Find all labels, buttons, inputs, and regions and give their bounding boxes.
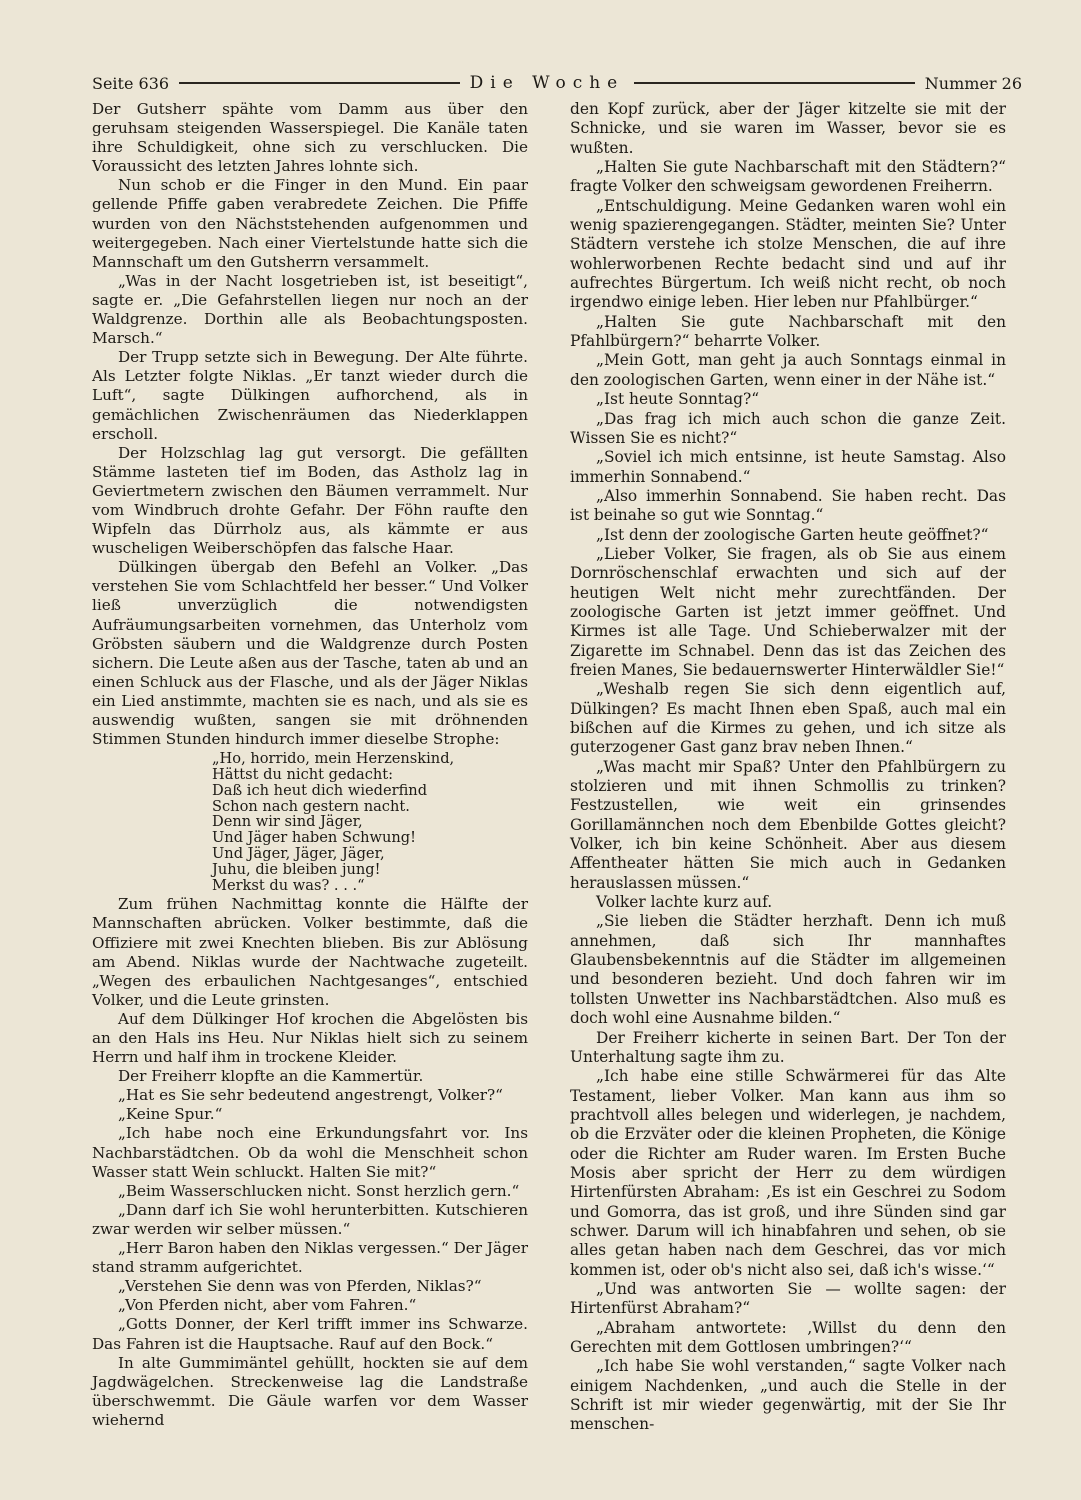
- paragraph: „Was in der Nacht losgetrieben ist, ist beseitigt“, sagte er. „Die Gefahrstellen liegen nur noch an der Waldgrenze. Dorthin alle als Beobachtungsposten. Marsch.“: [92, 271, 528, 348]
- paragraph: In alte Gummimäntel gehüllt, hockten sie auf dem Jagdwägelchen. Streckenweise lag die Landstraße überschwemmt. Die Gäule warfen vor dem Wasser wiehernd: [92, 1353, 528, 1429]
- paragraph: Der Gutsherr spähte vom Damm aus über den geruhsam steigenden Wasserspiegel. Die Kanäle taten ihre Schuldigkeit, ohne sich zu verschlucken. Die Voraussicht des letzten Jahres lohnte sich.: [92, 100, 528, 176]
- paragraph: „Soviel ich mich entsinne, ist heute Samstag. Also immerhin Sonnabend.“: [570, 448, 1006, 486]
- paragraph: „Ich habe Sie wohl verstanden,“ sagte Volker nach einigem Nachdenken, „und auch die Stelle in der Schrift ist mir wieder gegenwärtig, mit der Sie Ihr menschen-: [570, 1357, 1006, 1434]
- verse-line: Juhu, die bleiben jung!: [212, 860, 381, 878]
- paragraph: „Hat es Sie sehr bedeutend angestrengt, Volker?“: [118, 1086, 503, 1105]
- paragraph: Der Trupp setzte sich in Bewegung. Der Alte führte. Als Letzter folgte Niklas. „Er tanzt wieder durch die Luft“, sagte Dülkingen aufhorchend, als in gemächlichen Zwischenräumen das Niederklappen erscholl.: [92, 348, 528, 443]
- paragraph: „Von Pferden nicht, aber vom Fahren.“: [118, 1296, 417, 1315]
- paragraph: „Entschuldigung. Meine Gedanken waren wohl ein wenig spazierengegangen. Städter, meinten Sie? Unter Städtern verstehe ich stolze Menschen, die auf ihre wohlerworbenen Rechte bedacht sind und auf ihr aufrechtes Bürgertum. Ich weiß nicht recht, ob noch irgendwo einige leben. Hier leben nur Pfahlbürger.“: [570, 196, 1006, 312]
- song-verse: [212, 751, 528, 893]
- paragraph: Der Freiherr kicherte in seinen Bart. Der Ton der Unterhaltung sagte ihm zu.: [570, 1028, 1006, 1066]
- paragraph: Volker lachte kurz auf.: [596, 893, 773, 912]
- paragraph: „Ich habe noch eine Erkundungsfahrt vor. Ins Nachbarstädtchen. Ob da wohl die Menschheit schon Wasser statt Wein schluckt. Halten Sie mit?“: [92, 1124, 528, 1181]
- paragraph: „Ist denn der zoologische Garten heute geöffnet?“: [596, 525, 989, 544]
- paragraph: „Ich habe eine stille Schwärmerei für das Alte Testament, lieber Volker. Man kann aus ihm so prachtvoll alles belegen und widerlegen, je nachdem, ob die Erzväter oder die kleinen Propheten, die Könige oder die Richter am Ruder waren. Im Ersten Buche Mosis aber spricht der Herr zu dem würdigen Hirtenfürsten Abraham: ‚Es ist ein Geschrei zu Sodom und Gomorra, das ist groß, und ihre Sünden sind gar schwer. Darum will ich hinabfahren und sehen, ob sie alles getan haben nach dem Geschrei, das vor mich kommen ist, oder ob's nicht also sei, daß ich's wisse.‘“: [570, 1067, 1006, 1279]
- paragraph: „Ist heute Sonntag?“: [596, 390, 760, 409]
- issue-number: Nummer 26: [924, 73, 1023, 93]
- paragraph: „Weshalb regen Sie sich denn eigentlich auf, Dülkingen? Es macht Ihnen eben Spaß, auch mal ein bißchen auf die Kirmes zu gehen, und ich sitze als guterzogener Gast ganz brav neben Ihnen.“: [570, 680, 1006, 757]
- verse-line: „Ho, horrido, mein Herzenskind,: [212, 750, 455, 768]
- paragraph: „Dann darf ich Sie wohl herunterbitten. Kutschieren zwar werden wir selber müssen.“: [92, 1200, 528, 1238]
- paragraph: „Und was antworten Sie — wollte sagen: der Hirtenfürst Abraham?“: [570, 1279, 1006, 1318]
- right-column: [570, 100, 1006, 1435]
- publication-title: Die Woche: [469, 73, 625, 93]
- paragraph: „Beim Wasserschlucken nicht. Sonst herzlich gern.“: [118, 1181, 520, 1200]
- paragraph: „Also immerhin Sonnabend. Sie haben recht. Das ist beinahe so gut wie Sonntag.“: [570, 486, 1006, 525]
- verse-line: Denn wir sind Jäger,: [212, 813, 363, 831]
- paragraph: „Keine Spur.“: [118, 1105, 223, 1124]
- verse-line: Daß ich heut dich wiederfind: [212, 781, 428, 799]
- paragraph: „Mein Gott, man geht ja auch Sonntags einmal in den zoologischen Garten, wenn einer in der Nähe ist.“: [570, 351, 1006, 389]
- paragraph: „Lieber Volker, Sie fragen, als ob Sie aus einem Dornröschenschlaf erwachten und sich auf der heutigen Welt nicht mehr zurechtfänden. Der zoologische Garten ist jetzt immer geöffnet. Und Kirmes ist alle Tage. Und Schieberwalzer mit der Zigarette im Schnabel. Denn das ist das Zeichen des freien Manes, Sie bedauernswerter Hinterwäldler Sie!“: [570, 544, 1006, 679]
- verse-line: Hättst du nicht gedacht:: [212, 765, 394, 783]
- paragraph: Nun schob er die Finger in den Mund. Ein paar gellende Pfiffe gaben verabredete Zeichen. Die Pfiffe wurden von den Nächststehenden aufgenommen und weitergegeben. Nach einer Viertelstunde hatte sich die Mannschaft um den Gutsherrn versammelt.: [92, 176, 528, 271]
- paragraph: „Gotts Donner, der Kerl trifft immer ins Schwarze. Das Fahren ist die Hauptsache. Rauf auf den Bock.“: [92, 1315, 528, 1353]
- paragraph: „Halten Sie gute Nachbarschaft mit den Pfahlbürgern?“ beharrte Volker.: [570, 312, 1006, 351]
- verse-line: Merkst du was? . . .“: [212, 876, 365, 894]
- left-column: [92, 100, 528, 1430]
- paragraph: Zum frühen Nachmittag konnte die Hälfte der Mannschaften abrücken. Volker bestimmte, daß die Offiziere mit zwei Knechten blieben. Bis zur Ablösung am Abend. Niklas wurde der Nachtwache zugeteilt. „Wegen des erbaulichen Nachtgesanges“, entschied Volker, und die Leute grinsten.: [92, 895, 528, 1009]
- paragraph: „Herr Baron haben den Niklas vergessen.“ Der Jäger stand stramm aufgerichtet.: [92, 1239, 528, 1277]
- paragraph: „Verstehen Sie denn was von Pferden, Niklas?“: [118, 1277, 482, 1296]
- paragraph: „Halten Sie gute Nachbarschaft mit den Städtern?“ fragte Volker den schweigsam gewordenen Freiherrn.: [570, 158, 1006, 196]
- paragraph: „Das frag ich mich auch schon die ganze Zeit. Wissen Sie es nicht?“: [570, 409, 1006, 447]
- paragraph: „Abraham antwortete: ‚Willst du denn den Gerechten mit dem Gottlosen umbringen?‘“: [570, 1318, 1006, 1356]
- paragraph: „Sie lieben die Städter herzhaft. Denn ich muß annehmen, daß sich Ihr mannhaftes Glaubensbekenntnis auf die Städter im allgemeinen und besonderen bezieht. Und doch fahren wir im tollsten Unwetter ins Nachbarstädtchen. Also muß es doch wohl eine Ausnahme bilden.“: [570, 912, 1006, 1028]
- header-rule-left: [179, 82, 460, 84]
- paragraph: den Kopf zurück, aber der Jäger kitzelte sie mit der Schnicke, und sie waren im Wasser, bevor sie es wußten.: [570, 100, 1006, 157]
- paragraph: „Was macht mir Spaß? Unter den Pfahlbürgern zu stolzieren und mit ihnen Schmollis zu trinken? Festzustellen, wie weit ein grinsendes Gorillamännchen noch dem Ebenbilde Gottes gleicht? Volker, ich bin keine Schönheit. Aber aus diesem Affentheater hätten Sie mich auch in Gedanken herauslassen müssen.“: [570, 757, 1006, 892]
- page-number: Seite 636: [92, 73, 170, 93]
- header-rule-right: [634, 82, 915, 84]
- paragraph: Auf dem Dülkinger Hof krochen die Abgelösten bis an den Hals ins Heu. Nur Niklas hielt sich zu seinem Herrn und half ihm in trockene Kleider.: [92, 1009, 528, 1067]
- page-header: [92, 70, 1022, 96]
- paragraph: Dülkingen übergab den Befehl an Volker. „Das verstehen Sie vom Schlachtfeld her besser.“ Und Volker ließ unverzüglich die notwendigsten Aufräumungsarbeiten vornehmen, das Unterholz vom Gröbsten säubern und die Waldgrenze durch Posten sichern. Die Leute aßen aus der Tasche, taten ab und an einen Schluck aus der Flasche, und als der Jäger Niklas ein Lied anstimmte, machten sie es nach, und als sie es auswendig wußten, sangen sie mit dröhnenden Stimmen Stunden hindurch immer dieselbe Strophe:: [92, 558, 528, 749]
- verse-line: Und Jäger haben Schwung!: [212, 829, 417, 847]
- verse-line: Schon nach gestern nacht.: [212, 797, 410, 815]
- paragraph: Der Holzschlag lag gut versorgt. Die gefällten Stämme lasteten tief im Boden, das Astholz lag in Geviertmetern zwischen den Bäumen verrammelt. Nur vom Windbruch drohte Gefahr. Der Föhn raufte den Wipfeln das Dürrholz aus, als kämmte er aus wuscheligen Weiberschöpfen das falsche Haar.: [92, 443, 528, 558]
- paragraph: Der Freiherr klopfte an die Kammertür.: [118, 1067, 424, 1086]
- verse-line: Und Jäger, Jäger, Jäger,: [212, 844, 385, 862]
